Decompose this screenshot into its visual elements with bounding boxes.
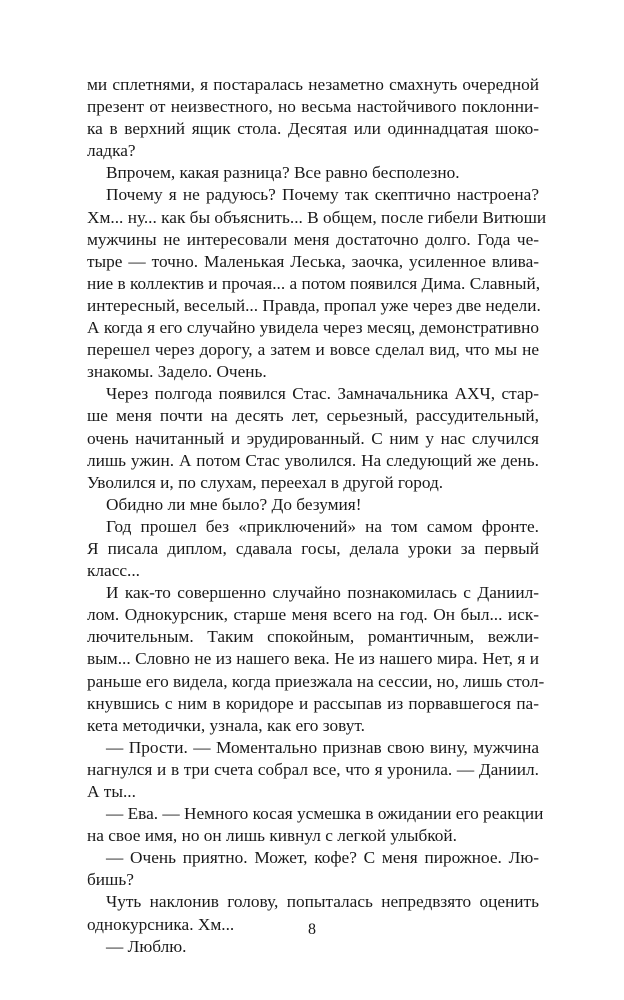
text-line: Год прошел без «приключений» на том самом фронте. — [106, 516, 539, 536]
text-line: лючительным. Таким спокойным, романтичным, вежли- — [87, 627, 539, 647]
text-line: интересный, веселый... Правда, пропал уже через две недели. — [87, 295, 541, 315]
text-line: нагнулся и в три счета собрал все, что я уронила. — Даниил. — [87, 759, 539, 779]
text-line: на свое имя, но он лишь кивнул с легкой улыбкой. — [87, 826, 457, 846]
text-line: — Ева. — Немного косая усмешка в ожидании его реакции — [106, 804, 544, 824]
text-line: раньше его видела, когда приезжала на сессии, но, лишь стол- — [87, 671, 545, 691]
text-line: мужчины не интересовали меня достаточно долго. Года че- — [87, 229, 539, 249]
text-line: очень начитанный и эрудированный. С ним у нас случился — [87, 428, 539, 448]
text-line: перешел через дорогу, а затем и вовсе сделал вид, что мы не — [87, 340, 539, 360]
page-number: 8 — [308, 921, 316, 938]
text-line: А когда я его случайно увидела через месяц, демонстративно — [87, 318, 539, 338]
text-line: Я писала диплом, сдавала госы, делала уроки за первый — [87, 538, 539, 558]
text-line: Хм... ну... как бы объяснить... В общем, после гибели Витюши — [87, 207, 547, 227]
body-text — [87, 74, 547, 958]
text-line: бишь? — [87, 870, 134, 890]
text-line: лом. Однокурсник, старше меня всего на год. Он был... иск- — [87, 605, 539, 625]
text-line: лишь ужин. А потом Стас уволился. На следующий же день. — [87, 450, 539, 470]
text-line: Через полгода появился Стас. Замначальника АХЧ, стар- — [106, 384, 539, 404]
text-line: однокурсника. Хм... — [87, 914, 235, 934]
text-line: — Люблю. — [106, 936, 187, 956]
text-line: Уволился и, по слухам, переехал в другой город. — [87, 472, 444, 492]
text-line: — Очень приятно. Может, кофе? С меня пирожное. Лю- — [106, 848, 539, 868]
text-line: Чуть наклонив голову, попыталась непредвзято оценить — [106, 892, 539, 912]
text-line: — Прости. — Моментально признав свою вину, мужчина — [106, 737, 539, 757]
text-line: Впрочем, какая разница? Все равно бесполезно. — [106, 163, 460, 183]
text-line: ше меня почти на десять лет, серьезный, рассудительный, — [87, 406, 539, 426]
text-line: вым... Словно не из нашего века. Не из нашего мира. Нет, я и — [87, 649, 539, 669]
text-line: ладка? — [87, 141, 136, 161]
text-line: И как-то совершенно случайно познакомилась с Даниил- — [106, 583, 539, 603]
text-line: Обидно ли мне было? До безумия! — [106, 494, 362, 514]
text-line: презент от неизвестного, но весьма настойчивого поклонни- — [87, 97, 539, 117]
text-line: ние в коллектив и прочая... а потом появился Дима. Славный, — [87, 273, 541, 293]
text-line: кнувшись с ним в коридоре и рассыпав из порвавшегося па- — [87, 693, 539, 713]
text-line: класс... — [87, 561, 140, 581]
text-line: тыре — точно. Маленькая Леська, заочка, усиленное влива- — [87, 251, 539, 271]
text-line: А ты... — [87, 782, 136, 801]
text-line: ми сплетнями, я постаралась незаметно смахнуть очередной — [87, 75, 539, 94]
text-line: Почему я не радуюсь? Почему так скептично настроена? — [106, 185, 539, 205]
text-line: ка в верхний ящик стола. Десятая или одиннадцатая шоко- — [87, 119, 539, 139]
text-line: кета методички, узнала, как его зовут. — [87, 715, 365, 735]
text-line: знакомы. Задело. Очень. — [87, 362, 267, 382]
